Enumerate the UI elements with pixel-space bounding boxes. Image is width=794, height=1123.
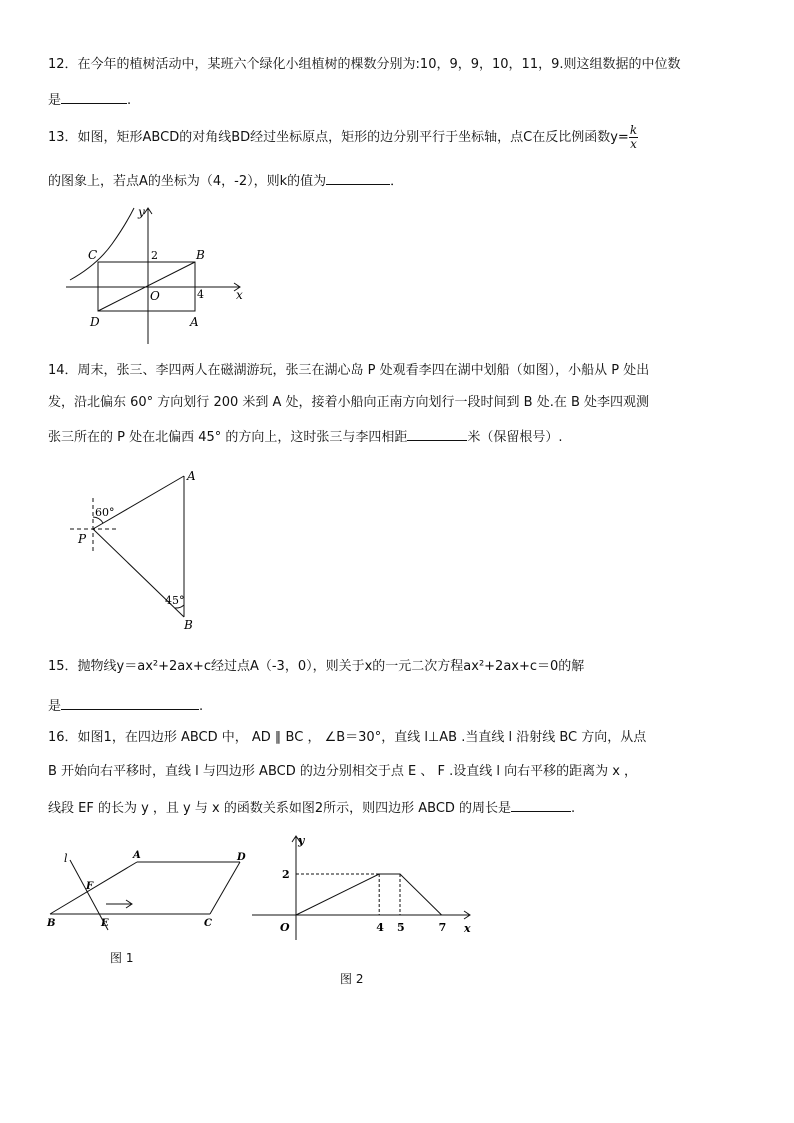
q15-line2 — [48, 695, 203, 716]
q13-label-c: C — [88, 248, 98, 262]
q13-frac-num: k — [629, 123, 638, 137]
q15-line1: 15．抛物线y＝ax²+2ax+c经过点A（-3，0），则关于x的一元二次方程ax²+2ax+c＝0的解 — [48, 659, 585, 674]
q16-line2: B 开始向右平移时，直线 l 与四边形 ABCD 的边分别相交于点 E 、 F .设直线 l 向右平移的距离为 x ， — [48, 764, 638, 779]
q16-line1: 16．如图1，在四边形 ABCD 中， AD ∥ BC ， ∠B＝30°，直线 l⊥AB .当直线 l 沿射线 BC 方向，从点 — [48, 730, 647, 745]
q14-line2: 发，沿北偏东 60° 方向划行 200 米到 A 处，接着小船向正南方向划行一段时间到 B 处.在 B 处李四观测 — [48, 395, 650, 410]
q16-fig2-tick-x: 7 — [438, 921, 447, 934]
q13-frac-den: x — [630, 137, 637, 151]
q13-line2-pre: 的图象上，若点A的坐标为（4，-2），则k的值为 — [48, 174, 327, 189]
q12-line2-pre: 是 — [48, 93, 62, 108]
q16-line3-pre: 线段 EF 的长为 y ，且 y 与 x 的函数关系如图2所示，则四边形 ABCD 的周长是 — [48, 801, 512, 816]
q14-label-b: B — [184, 618, 193, 632]
q16-fig2-label-o: O — [280, 921, 290, 934]
q16-fig1-label-c: C — [204, 918, 212, 929]
q16-fig1-side-dc — [210, 862, 240, 914]
q13-tick-2: 2 — [151, 249, 158, 262]
q13-label-y: y — [138, 205, 145, 219]
q14-segment-pa — [93, 476, 184, 529]
q12-line1: 12．在今年的植树活动中，某班六个绿化小组植树的棵数分别为:10，9，9，10，11，9.则这组数据的中位数 — [48, 57, 681, 72]
q14-answer-blank[interactable] — [407, 426, 467, 441]
q14-line3 — [48, 426, 563, 447]
q15-line2-pre: 是 — [48, 699, 62, 714]
q13-line1 — [48, 124, 638, 151]
q16-fig1-label-e: E — [101, 918, 109, 929]
q16-fig1-side-ba — [50, 862, 137, 914]
q13-line1-text: 13．如图，矩形ABCD的对角线BD经过坐标原点，矩形的边分别平行于坐标轴，点C在反比例函数y= — [48, 130, 629, 145]
q13-label-d: D — [90, 315, 100, 329]
q13-fraction — [629, 124, 638, 151]
q13-hyperbola — [70, 208, 134, 280]
q13-tick-4: 4 — [197, 288, 204, 301]
q13-line2-post: ． — [390, 174, 404, 189]
q16-fig2-label-y: y — [298, 834, 305, 847]
q16-line3 — [48, 797, 575, 818]
q14-label-a: A — [187, 469, 196, 483]
q16-fig2-label-x: x — [464, 922, 471, 935]
q14-label-45: 45° — [165, 594, 185, 607]
q12-answer-blank[interactable] — [61, 89, 127, 104]
q13-figure — [60, 200, 250, 350]
q13-label-x: x — [236, 288, 243, 302]
q13-label-o: O — [150, 289, 160, 303]
q16-fig1-caption: 图 1 — [110, 951, 134, 965]
q14-line3-pre: 张三所在的 P 处在北偏西 45° 的方向上，这时张三与李四相距 — [48, 430, 408, 445]
q14-label-p: P — [78, 532, 87, 546]
q12-line2 — [48, 89, 131, 110]
q16-fig1-label-b: B — [47, 918, 56, 929]
q16-fig2-series-line — [296, 874, 442, 915]
q14-label-60: 60° — [95, 506, 115, 519]
q13-label-a: A — [190, 315, 199, 329]
q14-figure — [62, 462, 212, 634]
q13-line2 — [48, 170, 403, 191]
q13-label-b: B — [196, 248, 205, 262]
q14-line3-post: 米（保留根号）. — [467, 430, 563, 445]
q13-answer-blank[interactable] — [326, 170, 390, 185]
q16-fig2-tick-x: 4 — [376, 921, 384, 934]
q16-line3-post: . — [571, 801, 576, 816]
q16-answer-blank[interactable] — [511, 797, 571, 812]
q12-line2-post: . — [127, 93, 132, 108]
q16-fig1-label-l: l — [64, 852, 68, 865]
q16-fig2-chart — [246, 832, 476, 942]
q16-fig1 — [40, 848, 260, 938]
q16-fig1-label-f: F — [86, 881, 94, 892]
q16-fig2-tick-y: 2 — [282, 868, 290, 881]
q16-fig2-caption: 图 2 — [340, 972, 364, 986]
q15-answer-blank[interactable] — [61, 695, 199, 710]
q16-fig2-tick-x: 5 — [397, 921, 405, 934]
q15-line2-post: . — [199, 699, 204, 714]
q16-fig1-label-a: A — [133, 850, 141, 861]
q14-line1: 14．周末，张三、李四两人在磁湖游玩，张三在湖心岛 P 处观看李四在湖中划船（如图），小船从 P 处出 — [48, 363, 650, 378]
q16-fig1-label-d: D — [237, 852, 246, 863]
